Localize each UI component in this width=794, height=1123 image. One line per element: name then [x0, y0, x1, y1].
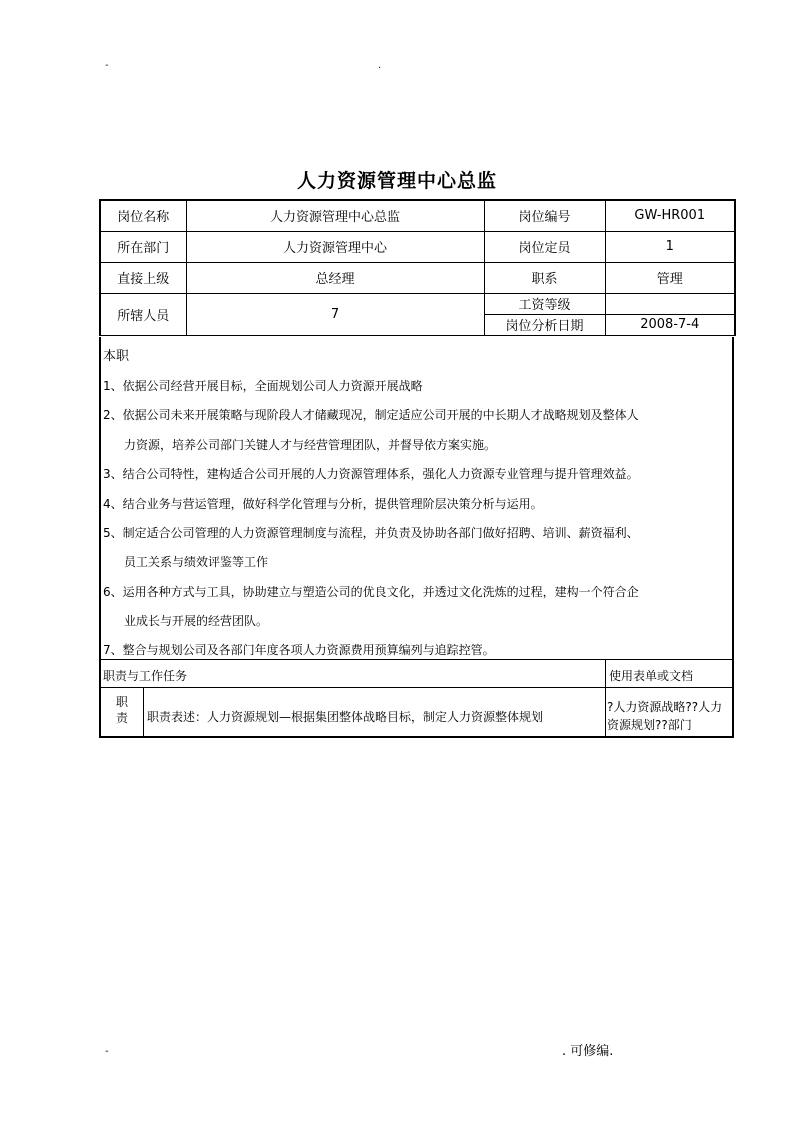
position-name-value: 人力资源管理中心总监 [186, 200, 484, 231]
tasks-header [99, 659, 734, 688]
task-row-divider [605, 688, 606, 736]
department-label: 所在部门 [100, 231, 186, 262]
headcount-label: 岗位定员 [484, 231, 605, 262]
duty-item-4: 4、结合业务与营运管理，做好科学化管理与分析，提供管理阶层决策分析与运用。 [103, 497, 543, 511]
position-code-value: GW-HR001 [605, 200, 735, 231]
header-mark-right: . [378, 60, 382, 71]
page-title: 人力资源管理中心总监 [296, 170, 497, 192]
duty-item-6-cont: 业成长与开展的经营团队。 [124, 614, 269, 628]
task-description: 职责表述：人力资源规划—根据集团整体战略目标，制定人力资源整体规划 [147, 710, 544, 724]
forms-header-label: 使用表单或文档 [609, 669, 694, 683]
duty-item-1: 1、依据公司经营开展目标，全面规划公司人力资源开展战略 [103, 379, 423, 393]
position-name-label: 岗位名称 [100, 200, 186, 231]
job-family-label: 职系 [484, 262, 605, 293]
duty-item-7: 7、整合与规划公司及各部门年度各项人力资源费用预算编列与追踪控管。 [103, 643, 495, 657]
subordinates-value: 7 [186, 293, 484, 335]
duty-item-2: 2、依据公司未来开展策略与现阶段人才储藏现况，制定适应公司开展的中长期人才战略规划及整体人 [103, 408, 639, 422]
tasks-header-label: 职责与工作任务 [103, 669, 188, 683]
duty-item-5: 5、制定适合公司管理的人力资源管理制度与流程，并负责及协助各部门做好招聘、培训、薪资福利、 [103, 526, 639, 540]
job-family-value: 管理 [605, 262, 735, 293]
duty-item-6: 6、运用各种方式与工具，协助建立与塑造公司的优良文化，并透过文化洗炼的过程，建构一个符合企 [103, 585, 639, 599]
task-row-label-2: 责 [115, 711, 128, 725]
analysis-date-label: 岗位分析日期 [484, 314, 605, 335]
duty-item-2-cont: 力资源，培养公司部门关键人才与经营管理团队，并督导依方案实施。 [124, 438, 497, 452]
task-row-label [101, 688, 144, 736]
position-info-table [99, 199, 736, 336]
tasks-header-divider [605, 659, 606, 687]
analysis-date-value: 2008-7-4 [605, 314, 735, 335]
duty-item-3: 3、结合公司特性，建构适合公司开展的人力资源管理体系，强化人力资源专业管理与提升管理效益。 [103, 467, 639, 481]
duty-item-5-cont: 员工关系与绩效评鉴等工作 [124, 555, 269, 569]
task-forms: ?人力资源战略??人力资源规划??部门 [607, 700, 723, 732]
header-mark-left: - [105, 60, 109, 71]
salary-grade-label: 工资等级 [484, 293, 605, 314]
subordinates-label: 所辖人员 [100, 293, 186, 335]
footer-text: . 可修编. [562, 1044, 614, 1059]
superior-value: 总经理 [186, 262, 484, 293]
department-value: 人力资源管理中心 [186, 231, 484, 262]
superior-label: 直接上级 [100, 262, 186, 293]
task-row [99, 688, 734, 738]
task-row-label-1: 职 [115, 695, 128, 709]
footer-dash: - [105, 1046, 109, 1057]
duties-section [99, 337, 734, 660]
headcount-value: 1 [605, 231, 735, 262]
salary-grade-value [605, 293, 735, 314]
duties-heading: 本职 [103, 349, 130, 364]
position-code-label: 岗位编号 [484, 200, 605, 231]
